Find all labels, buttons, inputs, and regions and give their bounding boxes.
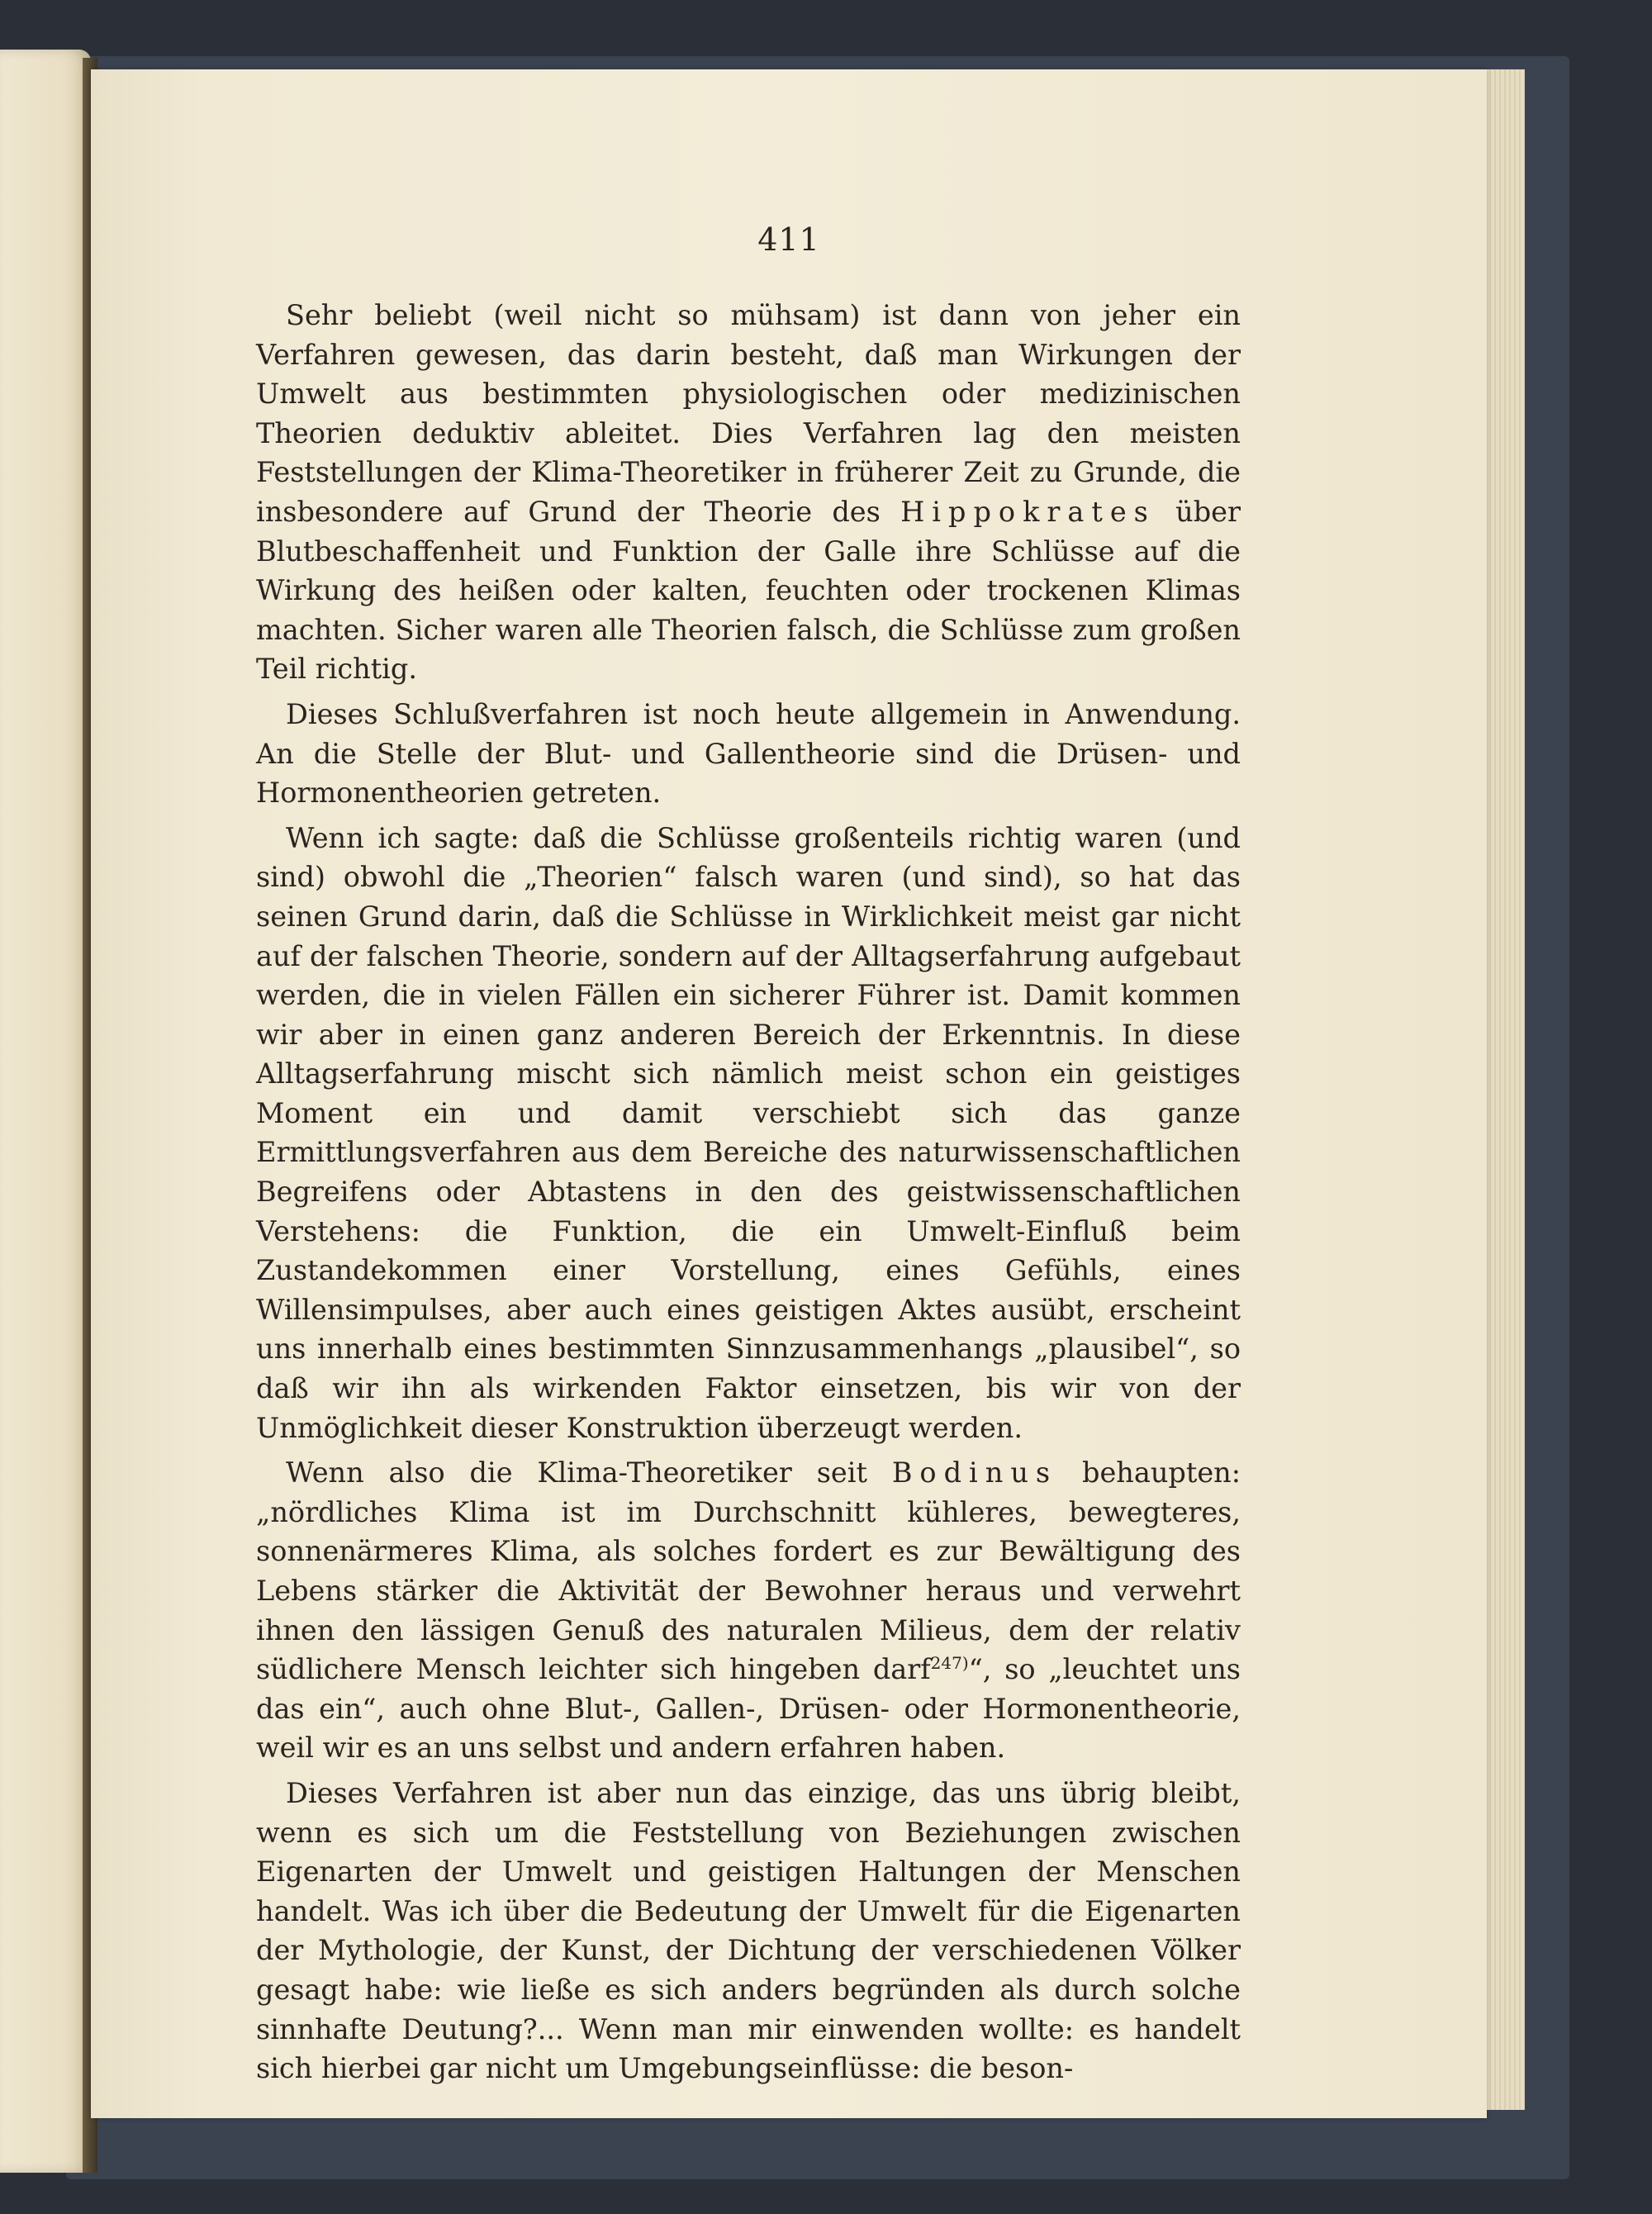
paragraph [256, 819, 1241, 1448]
emphasized-name: Bodinus [891, 1456, 1058, 1489]
paragraph [256, 1453, 1241, 1768]
text-run: Sehr beliebt (weil nicht so mühsam) ist dann von jeher ein Verfahren gewesen, das darin besteht, daß man Wirkungen der Umwelt aus bestimmten physiologischen oder medizinischen Theorien deduktiv ableitet. Dies Verfahren lag den meisten Feststellungen der Klima-Theoretiker in früherer Zeit zu Grunde, die insbesondere auf Grund der Theorie des [256, 299, 1241, 528]
text-run: Dieses Verfahren ist aber nun das einzige, das uns übrig bleibt, wenn es sich um die Feststellung von Beziehungen zwischen Eigenarten der Umwelt und geistigen Haltungen der Menschen handelt. Was ich über die Bedeutung der Umwelt für die Eigenarten der Mythologie, der Kunst, der Dichtung der verschiedenen Völker gesagt habe: wie ließe es sich anders begründen als durch solche sinnhafte Deutung?... Wenn man mir einwenden wollte: es handelt sich hierbei gar nicht um Umgebungseinflüsse: die beson- [256, 1776, 1241, 2085]
footnote-reference: 247) [930, 1653, 969, 1674]
paragraph [256, 1774, 1241, 2088]
paragraph [256, 296, 1241, 689]
page-number: 411 [757, 221, 820, 258]
text-run: Wenn ich sagte: daß die Schlüsse großenteils richtig waren (und sind) obwohl die „Theorien“ falsch waren (und sind), so hat das seinen Grund darin, daß die Schlüsse in Wirklichkeit meist gar nicht auf der falschen Theorie, sondern auf der Alltagserfahrung aufgebaut werden, die in vielen Fällen ein sicherer Führer ist. Damit kommen wir aber in einen ganz anderen Bereich der Erkenntnis. In diese Alltagserfahrung mischt sich nämlich meist schon ein geistiges Moment ein und damit verschiebt sich das ganze Ermittlungsverfahren aus dem Bereiche des naturwissenschaftlichen Begreifens oder Abtastens in den des geistwissenschaftlichen Verstehens: die Funktion, die ein Umwelt-Einfluß beim Zustandekommen einer Vorstellung, eines Gefühls, eines Willensimpulses, aber auch eines geistigen Aktes ausübt, erscheint uns innerhalb eines bestimmten Sinnzusammenhangs „plausibel“, so daß wir ihn als wirkenden Faktor einsetzen, bis wir von der Unmöglichkeit dieser Konstruktion überzeugt werden. [256, 821, 1241, 1444]
text-run: behaupten: „nördliches Klima ist im Durchschnitt kühleres, bewegteres, sonnenärmeres Klima, als solches fordert es zur Bewältigung des Lebens stärker die Aktivität der Bewohner heraus und verwehrt ihnen den lässigen Genuß des naturalen Milieus, dem der relativ südlichere Mensch leichter sich hingeben darf [256, 1456, 1241, 1686]
text-run: Dieses Schlußverfahren ist noch heute allgemein in Anwendung. An die Stelle der Blut- und Gallentheorie sind die Drüsen- und Hormonentheorien getreten. [256, 697, 1241, 810]
paragraph [256, 695, 1241, 813]
text-run: über Blutbeschaffenheit und Funktion der Galle ihre Schlüsse auf die Wirkung des heißen oder kalten, feuchten oder trockenen Klimas machten. Sicher waren alle Theorien falsch, die Schlüsse zum großen Teil richtig. [256, 495, 1241, 686]
emphasized-name: Hippokrates [900, 495, 1156, 528]
left-page-edge [0, 50, 91, 2173]
body-text [256, 296, 1241, 2094]
text-run: “, so „leuchtet uns das ein“, auch ohne Blut-, Gallen-, Drüsen- oder Hormonentheorie, weil wir es an uns selbst und andern erfahren haben. [256, 1653, 1241, 1765]
text-run: Wenn also die Klima-Theoretiker seit [286, 1456, 892, 1489]
